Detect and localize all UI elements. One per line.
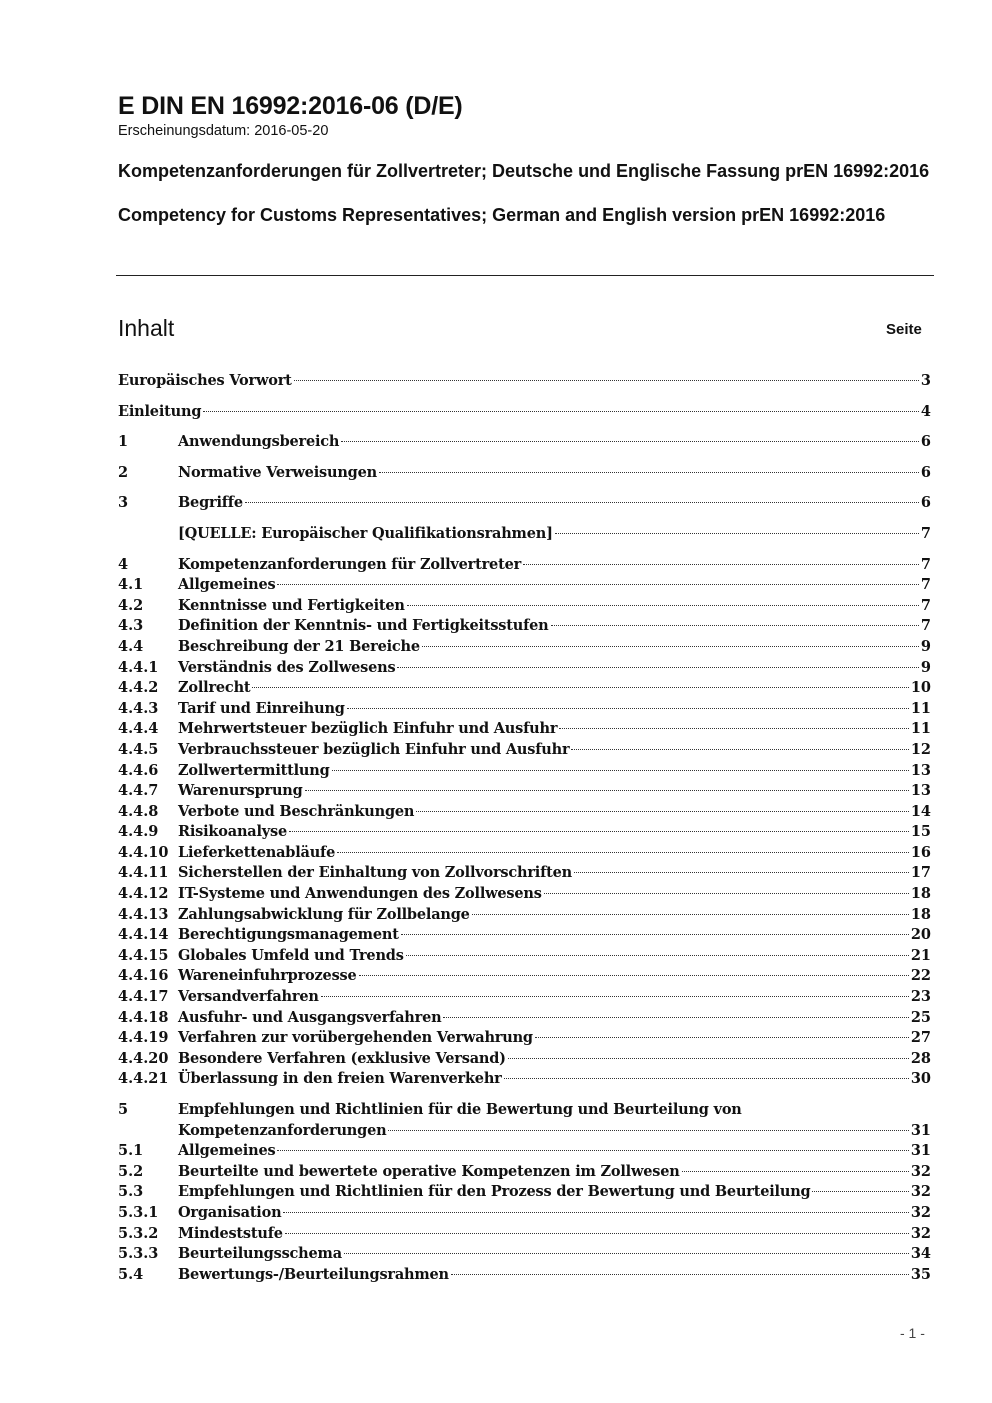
toc-dot-leader — [812, 1191, 908, 1192]
toc-entry[interactable] — [118, 761, 931, 782]
toc-entry-number: 4.4.11 — [118, 864, 169, 882]
toc-entry-page: 31 — [910, 1142, 931, 1160]
toc-entry-number: 4.4.10 — [118, 843, 169, 861]
toc-entry-title: Zahlungsabwicklung für Zollbelange — [178, 905, 470, 923]
toc-entry-page: 18 — [910, 905, 931, 923]
toc-entry-title: Definition der Kenntnis- und Fertigkeitsstufen — [178, 617, 549, 635]
toc-entry-title: Beurteilte und bewertete operative Kompetenzen im Zollwesen — [178, 1162, 680, 1180]
toc-entry-title: Lieferkettenabläufe — [178, 843, 336, 861]
toc-entry[interactable] — [118, 1121, 931, 1142]
toc-entry[interactable] — [118, 822, 931, 843]
document-header — [118, 91, 933, 227]
toc-entry-number: 4.4.19 — [118, 1029, 169, 1047]
toc-dot-leader — [416, 811, 909, 812]
toc-entry-page: 34 — [910, 1245, 931, 1263]
toc-entry-title: Verständnis des Zollwesens — [178, 658, 396, 676]
toc-entry-number: 4.4.1 — [118, 658, 159, 676]
toc-entry-page: 13 — [910, 761, 931, 779]
toc-entry-page: 7 — [920, 596, 931, 614]
toc-entry-page: 32 — [910, 1203, 931, 1221]
toc-entry-number: 5.1 — [118, 1142, 144, 1160]
toc-entry-page: 10 — [910, 679, 931, 697]
toc-entry-page: 22 — [910, 967, 931, 985]
toc-entry-title: Sicherstellen der Einhaltung von Zollvorschriften — [178, 864, 572, 882]
toc-entry[interactable] — [118, 432, 931, 453]
toc-entry-title: Bewertungs-/Beurteilungsrahmen — [178, 1265, 449, 1283]
toc-entry-page: 6 — [920, 433, 931, 451]
toc-entry-number: 4.4.18 — [118, 1008, 169, 1026]
toc-entry[interactable] — [118, 596, 931, 617]
toc-entry-number: 1 — [118, 433, 129, 451]
toc-entry-page: 16 — [910, 843, 931, 861]
toc-entry-title: Einleitung — [118, 402, 202, 420]
toc-entry[interactable] — [118, 1224, 931, 1245]
toc-entry-number: 4.4.12 — [118, 885, 169, 903]
toc-entry[interactable] — [118, 699, 931, 720]
toc-dot-leader — [203, 411, 919, 412]
toc-dot-leader — [283, 1212, 908, 1213]
toc-entry-title: Ausfuhr- und Ausgangsverfahren — [178, 1008, 442, 1026]
toc-entry-title: Risikoanalyse — [178, 823, 288, 841]
toc-entry-page: 32 — [910, 1183, 931, 1201]
toc-dot-leader — [289, 831, 909, 832]
toc-entry-page: 13 — [910, 782, 931, 800]
toc-entry-number: 3 — [118, 494, 129, 512]
table-of-contents — [118, 371, 931, 1285]
toc-dot-leader — [555, 533, 919, 534]
toc-entry-title: Zollrecht — [178, 679, 251, 697]
publication-date: Erscheinungsdatum: 2016-05-20 — [118, 123, 329, 139]
toc-entry-page: 32 — [910, 1162, 931, 1180]
toc-entry[interactable] — [118, 616, 931, 637]
toc-entry-title: Verbrauchssteuer bezüglich Einfuhr und Ausfuhr — [178, 740, 570, 758]
toc-entry[interactable] — [118, 1203, 931, 1224]
toc-entry[interactable] — [118, 493, 931, 514]
toc-entry-page: 25 — [910, 1008, 931, 1026]
toc-entry-title: Berechtigungsmanagement — [178, 926, 399, 944]
toc-dot-leader — [344, 1253, 909, 1254]
toc-entry-title-line: Empfehlungen und Richtlinien für die Bewertung und Beurteilung von — [178, 1101, 742, 1118]
toc-dot-leader — [401, 934, 909, 935]
toc-entry[interactable] — [118, 1141, 931, 1162]
toc-entry[interactable] — [118, 863, 931, 884]
toc-entry-title: Empfehlungen und Richtlinien für den Prozess der Bewertung und Beurteilung — [178, 1183, 811, 1201]
toc-entry-title: Zollwertermittlung — [178, 761, 330, 779]
toc-entry-number: 4.4.5 — [118, 740, 159, 758]
toc-entry-title: Begriffe — [178, 494, 243, 512]
toc-entry[interactable] — [118, 884, 931, 905]
toc-entry-title: [QUELLE: Europäischer Qualifikationsrahmen] — [178, 524, 553, 542]
toc-entry-number: 4.4.15 — [118, 946, 169, 964]
toc-entry-title: Beschreibung der 21 Bereiche — [178, 637, 420, 655]
toc-entry[interactable] — [118, 905, 931, 926]
toc-entry-page: 6 — [920, 494, 931, 512]
toc-dot-leader — [397, 667, 918, 668]
toc-entry-title: Warenursprung — [178, 782, 303, 800]
toc-dot-leader — [337, 852, 909, 853]
toc-entry[interactable] — [118, 524, 931, 545]
toc-dot-leader — [472, 914, 909, 915]
toc-entry-line[interactable] — [118, 1100, 931, 1121]
toc-entry-page: 28 — [910, 1049, 931, 1067]
toc-dot-leader — [422, 646, 919, 647]
toc-entry-number: 4.4.7 — [118, 782, 159, 800]
toc-entry-page: 20 — [910, 926, 931, 944]
toc-entry-title: Kenntnisse und Fertigkeiten — [178, 596, 405, 614]
toc-entry-page: 11 — [910, 699, 931, 717]
toc-entry[interactable] — [118, 678, 931, 699]
toc-entry[interactable] — [118, 987, 931, 1008]
toc-entry-page: 9 — [920, 637, 931, 655]
toc-dot-leader — [559, 728, 909, 729]
toc-entry-title: Mehrwertsteuer bezüglich Einfuhr und Ausfuhr — [178, 720, 558, 738]
toc-entry[interactable] — [118, 463, 931, 484]
toc-entry-number: 4.4.9 — [118, 823, 159, 841]
toc-entry-number: 4.4.13 — [118, 905, 169, 923]
header-divider — [116, 275, 934, 276]
toc-dot-leader — [305, 790, 909, 791]
toc-entry-title: Allgemeines — [178, 576, 276, 594]
toc-entry-page: 11 — [910, 720, 931, 738]
toc-entry-page: 14 — [910, 802, 931, 820]
toc-entry[interactable] — [118, 1049, 931, 1070]
toc-entry-number: 5.4 — [118, 1265, 144, 1283]
toc-entry-page: 23 — [910, 988, 931, 1006]
toc-dot-leader — [245, 502, 919, 503]
toc-entry-number: 4.1 — [118, 576, 144, 594]
page-number: - 1 - — [900, 1325, 925, 1341]
toc-entry-number: 4.4.16 — [118, 967, 169, 985]
toc-dot-leader — [285, 1233, 909, 1234]
toc-entry-title: Wareneinfuhrprozesse — [178, 967, 357, 985]
toc-entry-page: 6 — [920, 463, 931, 481]
toc-dot-leader — [508, 1058, 909, 1059]
toc-entry-number: 5.3.2 — [118, 1224, 159, 1242]
toc-dot-leader — [332, 770, 909, 771]
toc-entry[interactable] — [118, 637, 931, 658]
toc-entry-number: 4.4.20 — [118, 1049, 169, 1067]
toc-entry[interactable] — [118, 802, 931, 823]
toc-entry-number: 4.4.4 — [118, 720, 159, 738]
toc-entry-page: 35 — [910, 1265, 931, 1283]
toc-entry-title: IT-Systeme und Anwendungen des Zollwesens — [178, 885, 542, 903]
toc-entry-number: 4.4.2 — [118, 679, 159, 697]
toc-entry-number: 4.4 — [118, 637, 144, 655]
toc-page-label: Seite — [886, 321, 922, 338]
toc-entry[interactable] — [118, 658, 931, 679]
toc-entry-title: Besondere Verfahren (exklusive Versand) — [178, 1049, 506, 1067]
toc-entry-page: 9 — [920, 658, 931, 676]
document-title: E DIN EN 16992:2016-06 (D/E) — [118, 92, 463, 120]
toc-dot-leader — [359, 975, 909, 976]
toc-entry-number: 5.3.1 — [118, 1203, 159, 1221]
toc-entry-page: 7 — [920, 555, 931, 573]
toc-entry-page: 32 — [910, 1224, 931, 1242]
toc-entry-number: 4.2 — [118, 596, 144, 614]
toc-dot-leader — [574, 872, 909, 873]
german-title: Kompetenzanforderungen für Zollvertreter; Deutsche und Englische Fassung prEN 16992:2016 — [118, 161, 930, 181]
toc-entry-page: 7 — [920, 524, 931, 542]
toc-entry-page: 21 — [910, 946, 931, 964]
toc-entry-number: 5.3 — [118, 1183, 144, 1201]
toc-entry-title: Mindeststufe — [178, 1224, 283, 1242]
toc-dot-leader — [341, 441, 919, 442]
toc-dot-leader — [321, 996, 909, 997]
toc-entry-page: 7 — [920, 617, 931, 635]
toc-dot-leader — [347, 708, 909, 709]
toc-dot-leader — [294, 380, 919, 381]
toc-entry-title: Organisation — [178, 1203, 282, 1221]
toc-dot-leader — [379, 472, 919, 473]
toc-entry-page: 27 — [910, 1029, 931, 1047]
toc-entry-page: 4 — [920, 402, 931, 420]
toc-entry-number: 4.4.21 — [118, 1070, 169, 1088]
toc-entry-title: Anwendungsbereich — [178, 433, 340, 451]
toc-entry-number: 4.4.17 — [118, 988, 169, 1006]
toc-entry-page: 7 — [920, 576, 931, 594]
toc-dot-leader — [523, 564, 919, 565]
toc-dot-leader — [407, 605, 919, 606]
toc-entry[interactable] — [118, 966, 931, 987]
toc-entry[interactable] — [118, 1182, 931, 1203]
toc-entry-title: Allgemeines — [178, 1142, 276, 1160]
toc-dot-leader — [504, 1078, 909, 1079]
toc-dot-leader — [544, 893, 909, 894]
toc-dot-leader — [277, 584, 918, 585]
toc-entry-page: 12 — [910, 740, 931, 758]
toc-entry-title: Tarif und Einreihung — [178, 699, 345, 717]
toc-dot-leader — [571, 749, 908, 750]
toc-entry-number: 4.4.6 — [118, 761, 159, 779]
toc-dot-leader — [277, 1150, 908, 1151]
toc-entry-number: 4.4.3 — [118, 699, 159, 717]
toc-entry[interactable] — [118, 575, 931, 596]
toc-entry-page: 30 — [910, 1070, 931, 1088]
toc-entry-title: Verbote und Beschränkungen — [178, 802, 415, 820]
toc-entry[interactable] — [118, 1244, 931, 1265]
english-title: Competency for Customs Representatives; German and English version prEN 16992:2016 — [118, 205, 886, 225]
toc-dot-leader — [388, 1130, 908, 1131]
toc-dot-leader — [451, 1274, 909, 1275]
toc-dot-leader — [682, 1171, 909, 1172]
toc-entry-page: 18 — [910, 885, 931, 903]
toc-entry[interactable] — [118, 1162, 931, 1183]
toc-entry[interactable] — [118, 1028, 931, 1049]
toc-entry-title: Kompetenzanforderungen für Zollvertreter — [178, 555, 522, 573]
toc-entry[interactable] — [118, 719, 931, 740]
toc-dot-leader — [252, 687, 908, 688]
toc-entry-title: Europäisches Vorwort — [118, 372, 292, 389]
toc-entry-number: 4.3 — [118, 617, 144, 635]
toc-entry[interactable] — [118, 1008, 931, 1029]
toc-entry-title: Globales Umfeld und Trends — [178, 946, 404, 964]
toc-heading: Inhalt — [118, 315, 175, 341]
toc-entry-page: 17 — [910, 864, 931, 882]
toc-entry[interactable] — [118, 1265, 931, 1286]
toc-entry[interactable] — [118, 1069, 931, 1090]
toc-entry-number: 5 — [118, 1101, 129, 1118]
toc-dot-leader — [443, 1017, 908, 1018]
toc-entry[interactable] — [118, 371, 931, 392]
toc-dot-leader — [551, 625, 919, 626]
toc-entry[interactable] — [118, 740, 931, 761]
toc-entry[interactable] — [118, 925, 931, 946]
toc-dot-leader — [406, 955, 909, 956]
toc-entry[interactable] — [118, 402, 931, 423]
toc-entry[interactable] — [118, 946, 931, 967]
toc-entry-number: 5.2 — [118, 1162, 144, 1180]
toc-dot-leader — [535, 1037, 909, 1038]
toc-entry-page: 15 — [910, 823, 931, 841]
toc-entry-title: Verfahren zur vorübergehenden Verwahrung — [178, 1029, 533, 1047]
toc-entry-title: Beurteilungsschema — [178, 1245, 342, 1263]
toc-entry-title: Versandverfahren — [178, 988, 319, 1006]
toc-entry-number: 4.4.14 — [118, 926, 169, 944]
toc-entry[interactable] — [118, 555, 931, 576]
toc-entry-page: 3 — [920, 372, 931, 389]
toc-entry[interactable] — [118, 843, 931, 864]
toc-entry-page: 31 — [910, 1121, 931, 1139]
toc-entry[interactable] — [118, 781, 931, 802]
toc-entry-number: 4.4.8 — [118, 802, 159, 820]
toc-entry-number: 2 — [118, 463, 129, 481]
toc-entry-number: 5.3.3 — [118, 1245, 159, 1263]
toc-entry-title: Kompetenzanforderungen — [178, 1121, 387, 1139]
toc-entry-number: 4 — [118, 555, 129, 573]
toc-entry-title: Normative Verweisungen — [178, 463, 377, 481]
toc-entry-title: Überlassung in den freien Warenverkehr — [178, 1070, 502, 1088]
